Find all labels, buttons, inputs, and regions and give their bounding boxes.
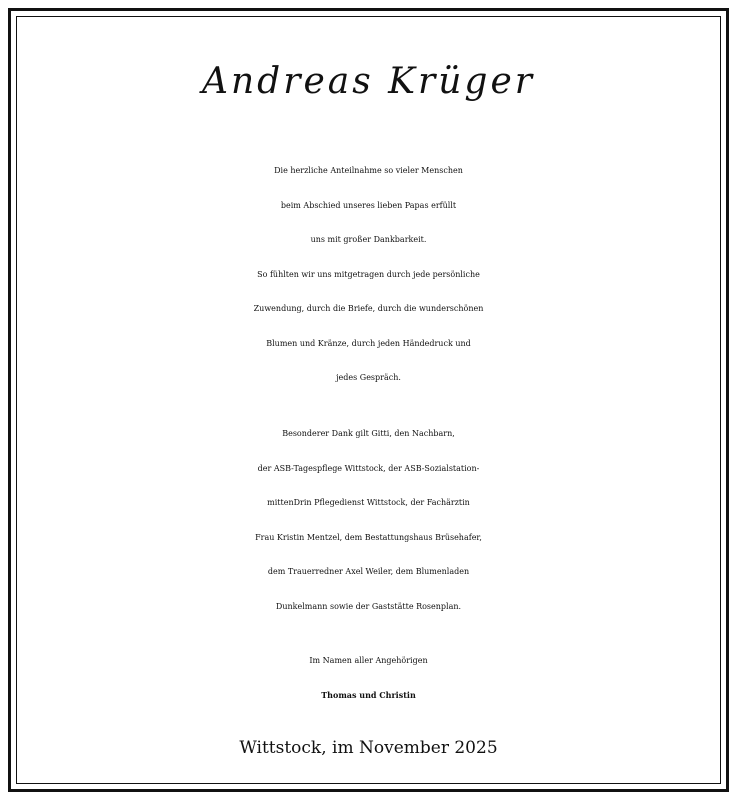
text-line: mittenDrin Pflegedienst Wittstock, der Fachärztin [267, 498, 470, 507]
obituary-notice [20, 20, 717, 780]
text-line: Dunkelmann sowie der Gaststätte Rosenplan. [275, 601, 462, 611]
signatories: Thomas und Christin [321, 690, 416, 700]
text-line: beim Abschied unseres lieben Papas erfüllt [280, 200, 457, 210]
closing-text: Im Namen aller Angehörigen [309, 656, 428, 665]
text-line: Die herzliche Anteilnahme so vieler Menschen [274, 166, 463, 175]
text-line: der ASB-Tagespflege Wittstock, der ASB-Sozialstation- [257, 463, 480, 473]
deceased-name: Andreas Krüger [202, 61, 535, 102]
closing-block [20, 644, 717, 712]
text-line: uns mit großer Dankbarkeit. [310, 235, 427, 244]
text-line: Besonderer Dank gilt Gitti, den Nachbarn, [282, 429, 455, 438]
text-line: Blumen und Kränze, durch jeden Händedruck und [266, 338, 471, 348]
special-thanks-paragraph [20, 417, 717, 624]
place-date: Wittstock, im November 2025 [239, 738, 498, 758]
gratitude-paragraph [20, 154, 717, 396]
text-line: Frau Kristin Mentzel, dem Bestattungshaus Brüsehafer, [255, 532, 482, 542]
text-line: So fühlten wir uns mitgetragen durch jede persönliche [257, 269, 480, 279]
text-line: Zuwendung, durch die Briefe, durch die wunderschönen [253, 304, 484, 313]
text-line: jedes Gespräch. [336, 373, 401, 382]
text-line: dem Trauerredner Axel Weiler, dem Blumenladen [267, 567, 470, 576]
